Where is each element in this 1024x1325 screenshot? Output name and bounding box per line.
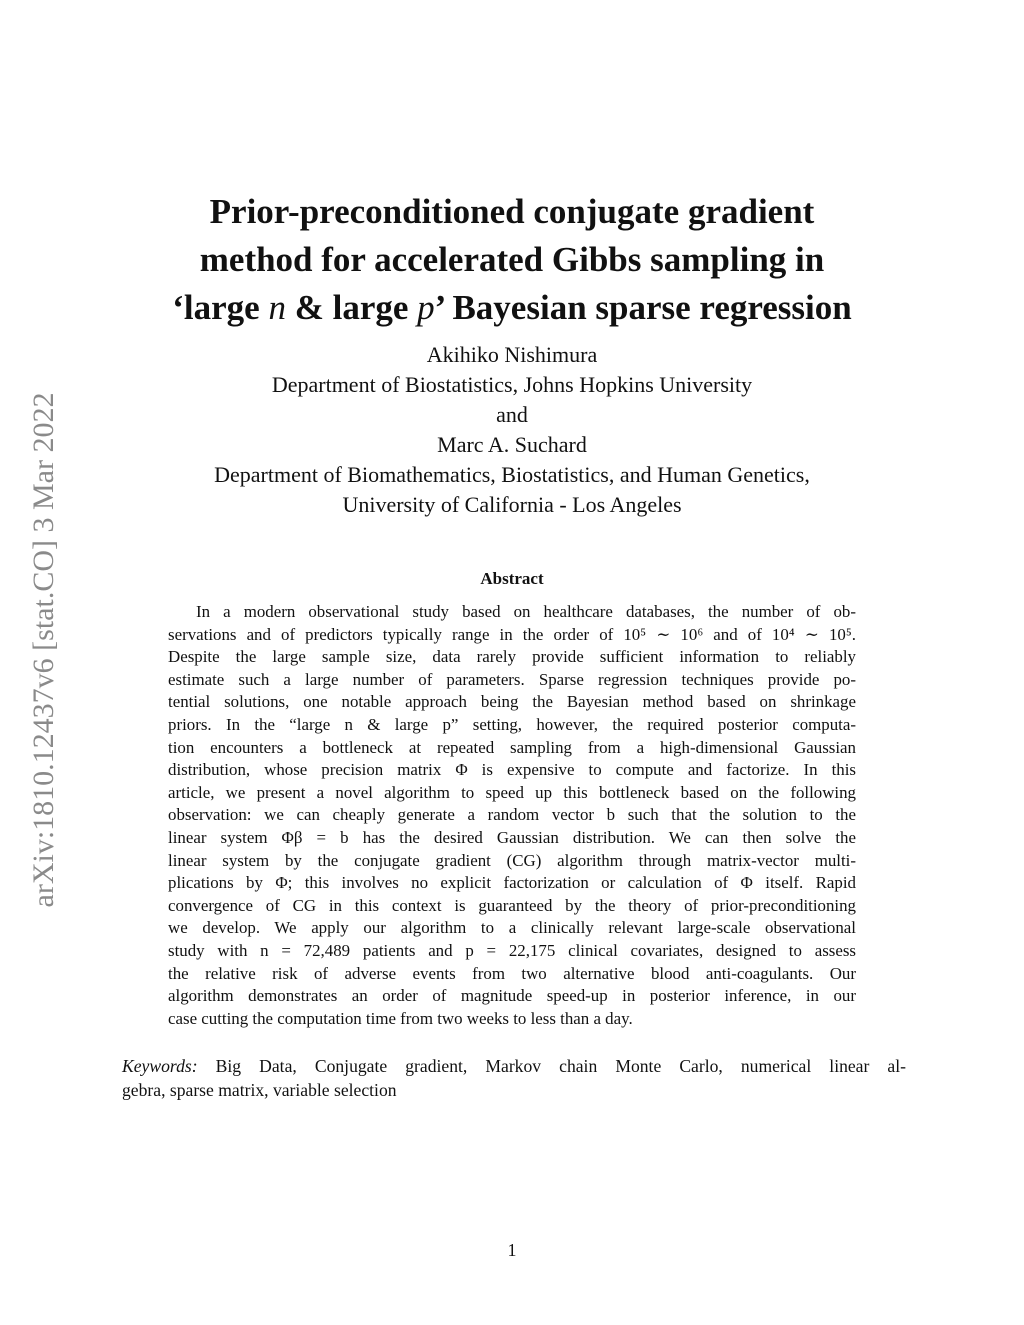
abstract-line: observation: we can cheaply generate a random vector b such that the solution to the xyxy=(168,805,856,825)
abstract-line: estimate such a large number of parameters. Sparse regression techniques provide po- xyxy=(168,669,856,689)
keywords-label: Keywords: xyxy=(122,1056,198,1076)
author-affiliation-2-line-1: Department of Biomathematics, Biostatistics, and Human Genetics, xyxy=(214,462,810,487)
author-block xyxy=(112,340,912,520)
author-affiliation-2-line-2: University of California - Los Angeles xyxy=(342,492,682,517)
paper-title xyxy=(112,188,912,332)
keywords-text-1: Big Data, Conjugate gradient, Markov chain Monte Carlo, numerical linear al- xyxy=(197,1056,906,1076)
abstract-line: distribution, whose precision matrix Φ is expensive to compute and factorize. In this xyxy=(168,760,856,780)
abstract-line: servations and of predictors typically range in the order of 10⁵ ∼ 10⁶ and of 10⁴ ∼ 10⁵. xyxy=(168,624,856,644)
keywords-block xyxy=(122,1054,906,1102)
abstract-heading: Abstract xyxy=(480,569,544,588)
keywords-line-2: gebra, sparse matrix, variable selection xyxy=(122,1080,397,1100)
abstract-line: convergence of CG in this context is guaranteed by the theory of prior-preconditioning xyxy=(168,895,856,915)
abstract-line: tential solutions, one notable approach being the Bayesian method based on shrinkage xyxy=(168,692,856,712)
author-name-2: Marc A. Suchard xyxy=(437,432,587,457)
title-line-1: Prior-preconditioned conjugate gradient xyxy=(209,192,815,231)
title-variable-p: p xyxy=(417,288,435,327)
author-affiliation-1: Department of Biostatistics, Johns Hopkins University xyxy=(271,372,753,397)
abstract-line: Despite the large sample size, data rarely provide sufficient information to reliably xyxy=(168,647,856,667)
author-conjunction: and xyxy=(496,402,528,427)
abstract-line: we develop. We apply our algorithm to a clinically relevant large-scale observational xyxy=(168,918,856,938)
abstract-line: linear system by the conjugate gradient (CG) algorithm through matrix-vector multi- xyxy=(168,850,856,870)
abstract-line: study with n = 72,489 patients and p = 22,175 clinical covariates, designed to assess xyxy=(168,940,856,960)
abstract-line: the relative risk of adverse events from two alternative blood anti-coagulants. Our xyxy=(168,963,856,983)
abstract-line: linear system Φβ = b has the desired Gaussian distribution. We can then solve the xyxy=(168,827,856,847)
abstract-line: tion encounters a bottleneck at repeated sampling from a high-dimensional Gaussian xyxy=(168,737,856,757)
author-name-1: Akihiko Nishimura xyxy=(426,342,598,367)
title-line-3-part-b: & large xyxy=(285,288,418,327)
abstract-line: In a modern observational study based on healthcare databases, the number of ob- xyxy=(196,602,856,621)
title-line-3-part-a: ‘large xyxy=(172,288,269,327)
title-line-2: method for accelerated Gibbs sampling in xyxy=(199,240,825,279)
title-line-3 xyxy=(112,284,912,332)
abstract-line: plications by Φ; this involves no explicit factorization or calculation of Φ itself. Rapid xyxy=(168,873,856,893)
abstract-line: priors. In the “large n & large p” setting, however, the required posterior computa- xyxy=(168,714,856,734)
arxiv-identifier: arXiv:1810.12437v6 [stat.CO] 3 Mar 2022 xyxy=(27,392,60,908)
abstract-line: article, we present a novel algorithm to speed up this bottleneck based on the following xyxy=(168,782,856,802)
title-variable-n: n xyxy=(268,288,286,327)
abstract-body xyxy=(168,601,856,1030)
page-number: 1 xyxy=(507,1240,517,1260)
abstract-line: algorithm demonstrates an order of magnitude speed-up in posterior inference, in our xyxy=(168,986,856,1006)
abstract-line: case cutting the computation time from two weeks to less than a day. xyxy=(168,1008,633,1028)
keywords-line-1 xyxy=(122,1054,906,1078)
title-line-3-part-c: ’ Bayesian sparse regression xyxy=(434,288,852,327)
